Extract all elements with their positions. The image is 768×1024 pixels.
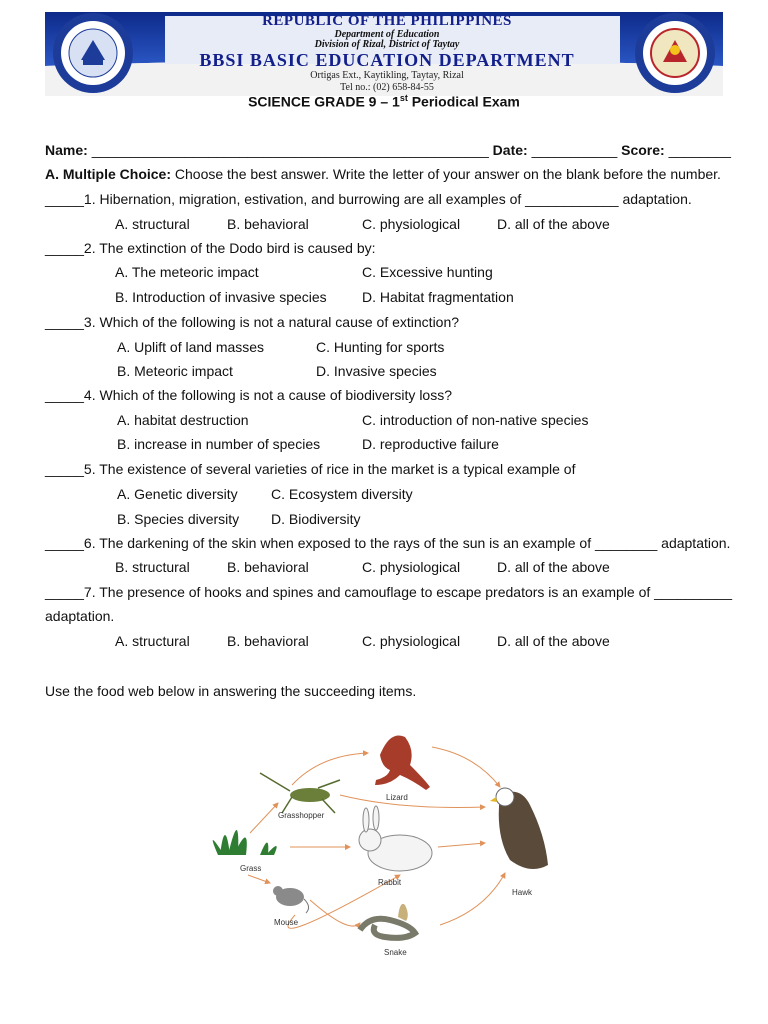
snake-icon [360, 904, 415, 938]
q5-option-c: C. Ecosystem diversity [271, 486, 413, 502]
food-web-intro: Use the food web below in answering the succeeding items. [45, 683, 417, 699]
exam-title-sup: st [399, 93, 408, 103]
q7-option-a: A. structural [115, 633, 190, 649]
q3-option-c: C. Hunting for sports [316, 339, 445, 355]
food-web-diagram [200, 725, 560, 965]
label-lizard: Lizard [386, 793, 408, 802]
q7-option-d: D. all of the above [497, 633, 610, 649]
question-5: _____5. The existence of several varieties of rice in the market is a typical example of [45, 461, 576, 477]
q4-option-b: B. increase in number of species [117, 436, 321, 452]
q2-option-d: D. Habitat fragmentation [362, 289, 514, 305]
q3-option-a: A. Uplift of land masses [117, 339, 265, 355]
q3-option-d: D. Invasive species [316, 363, 437, 379]
q1-option-d: D. all of the above [497, 216, 610, 232]
q1-option-b: B. behavioral [227, 216, 309, 232]
q2-option-b: B. Introduction of invasive species [115, 289, 327, 305]
q5-option-a: A. Genetic diversity [117, 486, 238, 502]
q6-option-c: C. physiological [362, 559, 461, 575]
date-label: Date: [492, 142, 528, 158]
question-7-continued: adaptation. [45, 608, 115, 624]
q3-option-b: B. Meteoric impact [117, 363, 233, 379]
republic-heading: REPUBLIC OF THE PHILIPPINES [262, 13, 512, 29]
label-grasshopper: Grasshopper [278, 811, 325, 820]
name-label: Name: [45, 142, 88, 158]
section-a-heading [45, 166, 721, 183]
q1-option-c: C. physiological [362, 216, 461, 232]
question-1: _____1. Hibernation, migration, estivation, and burrowing are all examples of ____________ adaptation. [45, 191, 692, 207]
q7-option-b: B. behavioral [227, 633, 309, 649]
q7-option-c: C. physiological [362, 633, 461, 649]
q5-option-d: D. Biodiversity [271, 511, 361, 527]
section-a-instruction: Choose the best answer. Write the letter of your answer on the blank before the number. [171, 166, 721, 182]
question-2: _____2. The extinction of the Dodo bird is caused by: [45, 240, 376, 256]
exam-title-main: SCIENCE GRADE 9 – 1 [248, 93, 400, 110]
grasshopper-icon [260, 773, 340, 813]
food-web-graphic [200, 725, 560, 965]
question-6: _____6. The darkening of the skin when exposed to the rays of the sun is an example of ________ adaptation. [45, 535, 731, 551]
school-address: Ortigas Ext., Kaytikling, Taytay, Rizal [310, 70, 464, 81]
school-seal [53, 13, 133, 93]
name-row [45, 142, 731, 159]
date-blank[interactable]: ___________ [531, 142, 618, 158]
exam-title [0, 93, 768, 110]
label-snake: Snake [384, 948, 407, 957]
q6-option-a: B. structural [115, 559, 190, 575]
school-tel: Tel no.: (02) 658-84-55 [340, 82, 434, 93]
q4-option-c: C. introduction of non-native species [362, 412, 589, 428]
question-4: _____4. Which of the following is not a cause of biodiversity loss? [45, 387, 453, 403]
lizard-icon [375, 735, 430, 790]
score-blank[interactable]: ________ [668, 142, 731, 158]
q5-option-b: B. Species diversity [117, 511, 240, 527]
section-a-label: A. Multiple Choice: [45, 166, 171, 182]
q1-option-a: A. structural [115, 216, 190, 232]
exam-title-rest: Periodical Exam [407, 93, 520, 110]
q2-option-c: C. Excessive hunting [362, 264, 493, 280]
q2-option-a: A. The meteoric impact [115, 264, 259, 280]
hawk-icon [490, 788, 548, 869]
deped-seal [635, 13, 715, 93]
q4-option-d: D. reproductive failure [362, 436, 499, 452]
q4-option-a: A. habitat destruction [117, 412, 249, 428]
mouse-icon [273, 886, 309, 913]
label-mouse: Mouse [274, 918, 299, 927]
header-banner [45, 10, 723, 96]
q6-option-d: D. all of the above [497, 559, 610, 575]
division-line: Division of Rizal, District of Taytay [314, 39, 460, 50]
name-blank[interactable]: ___________________________________________________ [91, 142, 489, 158]
school-name: BBSI BASIC EDUCATION DEPARTMENT [199, 50, 575, 70]
grass-icon [213, 830, 277, 855]
question-7: _____7. The presence of hooks and spines and camouflage to escape predators is an example of __________ [45, 584, 733, 600]
score-label: Score: [621, 142, 665, 158]
label-hawk: Hawk [512, 888, 533, 897]
question-3: _____3. Which of the following is not a natural cause of extinction? [45, 314, 460, 330]
label-grass: Grass [240, 864, 262, 873]
label-rabbit: Rabbit [378, 878, 402, 887]
rabbit-icon [359, 806, 432, 871]
q6-option-b: B. behavioral [227, 559, 309, 575]
deped-line: Department of Education [334, 29, 440, 40]
